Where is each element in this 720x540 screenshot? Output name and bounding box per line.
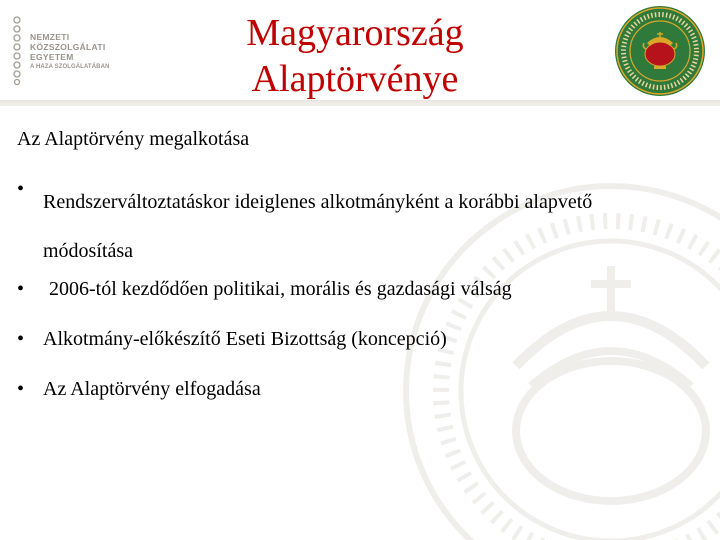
header-divider (0, 100, 720, 106)
logo-line-3: EGYETEM (30, 52, 74, 62)
university-seal-icon (614, 5, 706, 97)
bullet-icon: • (17, 278, 25, 300)
list-item (17, 178, 707, 278)
bullet-icon: • (17, 178, 25, 200)
header-band (0, 0, 720, 106)
bullet-text: Rendszerváltoztatáskor ideiglenes alkotmányként a korábbi alapvető módosítása (43, 191, 593, 262)
bullet-icon: • (17, 378, 25, 400)
logo-line-1: NEMZETI (30, 32, 70, 42)
logo-line-2: KÖZSZOLGÁLATI (30, 42, 106, 52)
bullet-text: 2006-tól kezdődően politikai, morális és gazdasági válság (49, 278, 512, 300)
bullet-text: Az Alaptörvény elfogadása (43, 378, 261, 400)
ornament-icon (10, 14, 24, 86)
slide-subtitle: Az Alaptörvény megalkotása (17, 128, 250, 150)
list-item (17, 378, 707, 428)
page-title (190, 10, 520, 102)
bullet-list (17, 178, 707, 428)
bullet-icon: • (17, 328, 25, 350)
university-logo (10, 14, 120, 86)
title-line-2: Alaptörvénye (251, 58, 459, 100)
title-line-1: Magyarország (246, 12, 464, 54)
bullet-text: Alkotmány-előkészítő Eseti Bizottság (koncepció) (43, 328, 447, 350)
list-item (17, 278, 707, 328)
list-item (17, 328, 707, 378)
logo-line-4: A HAZA SZOLGÁLATÁBAN (30, 64, 110, 70)
